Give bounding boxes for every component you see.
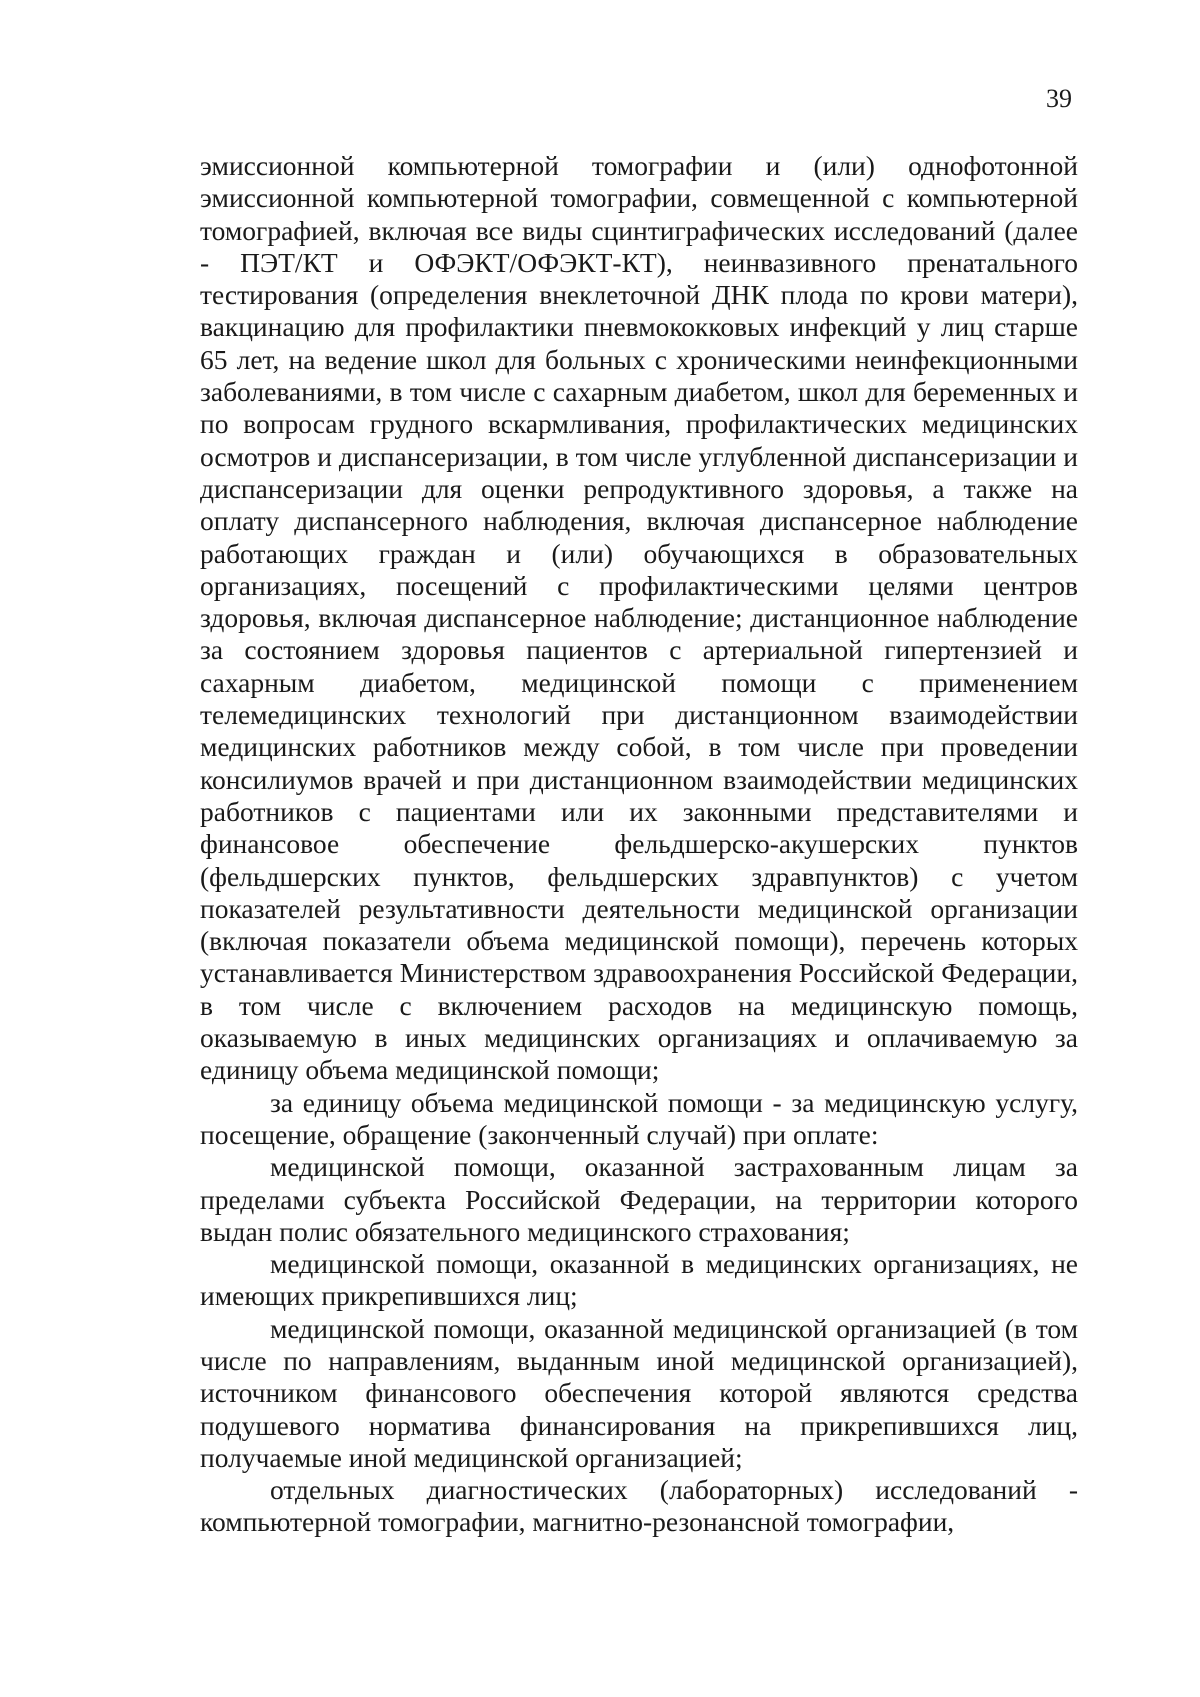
document-body (200, 150, 1078, 1539)
paragraph-diagnostic-tests: отдельных диагностических (лабораторных) исследований - компьютерной томографии, магнитно-резонансной томографии, (200, 1474, 1078, 1538)
paragraph-no-attached-persons: медицинской помощи, оказанной в медицинских организациях, не имеющих прикрепившихся лиц; (200, 1248, 1078, 1312)
paragraph-unit-of-volume: за единицу объема медицинской помощи - за медицинскую услугу, посещение, обращение (законченный случай) при оплате: (200, 1086, 1078, 1150)
page-number: 39 (1046, 84, 1072, 113)
paragraph-insured-outside-region: медицинской помощи, оказанной застрахованным лицам за пределами субъекта Российской Федерации, на территории которого выдан полис обязательного медицинского страхования; (200, 1151, 1078, 1247)
paragraph-continuation: эмиссионной компьютерной томографии и (или) однофотонной эмиссионной компьютерной томографии, совмещенной с компьютерной томографией, включая все виды сцинтиграфических исследований (далее - ПЭТ/КТ и ОФЭКТ/ОФЭКТ-КТ), неинвазивного пренатального тестирования (определения внеклеточной ДНК плода по крови матери), вакцинацию для профилактики пневмококковых инфекций у лиц старше 65 лет, на ведение школ для больных с хроническими неинфекционными заболеваниями, в том числе с сахарным диабетом, школ для беременных и по вопросам грудного вскармливания, профилактических медицинских осмотров и диспансеризации, в том числе углубленной диспансеризации и диспансеризации для оценки репродуктивного здоровья, а также на оплату диспансерного наблюдения, включая диспансерное наблюдение работающих граждан и (или) обучающихся в образовательных организациях, посещений с профилактическими целями центров здоровья, включая диспансерное наблюдение; дистанционное наблюдение за состоянием здоровья пациентов с артериальной гипертензией и сахарным диабетом, медицинской помощи с применением телемедицинских технологий при дистанционном взаимодействии медицинских работников между собой, в том числе при проведении консилиумов врачей и при дистанционном взаимодействии медицинских работников с пациентами или их законными представителями и финансовое обеспечение фельдшерско-акушерских пунктов (фельдшерских пунктов, фельдшерских здравпунктов) с учетом показателей результативности деятельности медицинской организации (включая показатели объема медицинской помощи), перечень которых устанавливается Министерством здравоохранения Российской Федерации, в том числе с включением расходов на медицинскую помощь, оказываемую в иных медицинских организациях и оплачиваемую за единицу объема медицинской помощи; (200, 150, 1078, 1086)
paragraph-other-organization: медицинской помощи, оказанной медицинской организацией (в том числе по направлениям, выданным иной медицинской организацией), источником финансового обеспечения которой являются средства подушевого норматива финансирования на прикрепившихся лиц, получаемые иной медицинской организацией; (200, 1312, 1078, 1473)
